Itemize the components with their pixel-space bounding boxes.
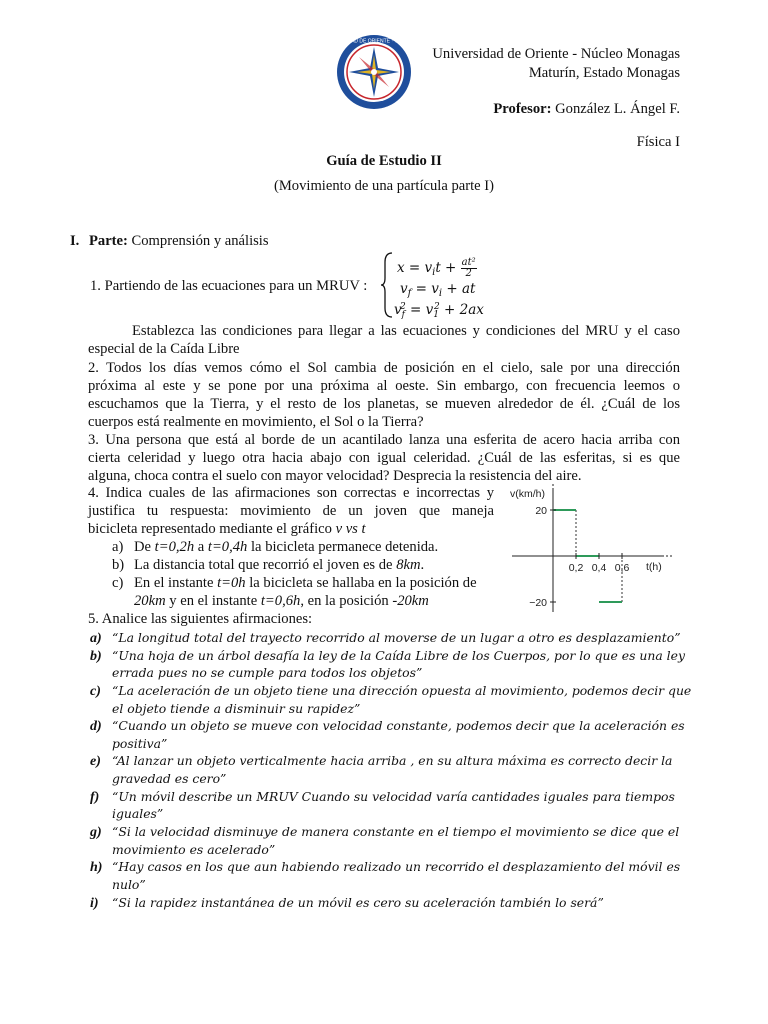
affirmation-text: nulo” [112,876,146,892]
affirmation-item [90,894,682,912]
affirmation-text: “Si la velocidad disminuye de manera constante en el tiempo el movimiento se dice que el [112,824,680,840]
course-name: Física I [636,134,680,150]
part-numeral: I. [70,233,80,249]
q2-line: cuerpos está realmente en movimiento, el Sol o la Tierra? [88,414,424,430]
affirmation-text: “Un móvil describe un MRUV Cuando su velocidad varía cantidades iguales para tiempos [112,788,675,804]
chart-xlabel: t(h) [646,561,662,573]
equation-position: $x = v_it$ + $\frac{\text{at²}}{2}$ [397,257,476,279]
affirmation-item [90,788,682,806]
affirmation-text: “Una hoja de un árbol desafía la ley de la Caída Libre de los Cuerpos, por lo que es una ley [112,647,685,663]
affirmation-item [90,752,682,770]
affirmation-item [90,858,682,876]
affirmation-text: positiva” [112,735,168,751]
affirmation-text: “La aceleración de un objeto tiene una dirección opuesta al movimiento, podemos decir que [112,682,692,698]
university-city: Maturín, Estado Monagas [528,65,680,81]
equation-brace [380,252,394,318]
q3-line: alguna, choca contra el suelo con mayor velocidad? Desprecia la resistencia del aire. [88,468,582,484]
affirmation-text: iguales” [112,806,164,822]
chart-y-tick-label: −20 [529,597,547,609]
professor-line [493,100,680,119]
page-subtitle: (Movimiento de una partícula parte I) [273,178,495,194]
velocity-time-chart [508,484,676,616]
affirmation-item-cont [90,664,682,682]
affirmation-item [90,629,682,647]
affirmation-item-cont [90,735,682,753]
q1-intro: 1. Partiendo de las ecuaciones para un MRUV : [90,278,368,294]
affirmation-label: h) [90,860,103,876]
university-name: Universidad de Oriente - Núcleo Monagas [432,46,680,62]
affirmation-text: gravedad es cero” [112,771,227,787]
chart-x-tick-label: 0,6 [614,562,630,574]
affirmation-item [90,717,685,735]
professor-name: González L. Ángel F. [555,101,680,117]
q2-line: escuchamos que la Tierra, y el resto de los planetas, se mueven alrededor de él. ¿Cuál de los [88,396,680,412]
q5-intro: 5. Analice las siguientes afirmaciones: [88,611,313,627]
affirmation-label: c) [90,683,101,699]
affirmation-item-cont [90,700,682,718]
chart-x-tick-label: 0,4 [591,562,607,574]
affirmation-text: “Cuando un objeto se mueve con velocidad constante, podemos decir que la aceleración es [112,718,685,734]
affirmation-item-cont [90,770,682,788]
q4-option-c: c) En el instante t=0h la bicicleta se hallaba en la posición de [112,575,477,591]
q4-option-b: b) La distancia total que recorrió el joven es de 8km. [112,557,425,573]
chart-ylabel: v(km/h) [510,488,545,500]
affirmation-item [90,823,682,841]
part-label: Parte: [88,233,128,249]
chart-y-tick-label: 20 [535,505,547,517]
professor-label: Profesor: [493,101,552,117]
page-title: Guía de Estudio II [326,153,442,169]
affirmation-label: e) [90,754,101,770]
q4-option-a: a) De t=0,2h a t=0,4h la bicicleta permanece detenida. [112,539,439,555]
university-seal-logo [323,33,425,111]
affirmation-text: “Al lanzar un objeto verticalmente hacia arriba , en su altura máxima es correcto decir la [112,753,673,769]
q3-line: 3. Una persona que está al borde de un acantilado lanza una esferita de acero hacia arriba con [88,432,680,448]
affirmation-text: “Hay casos en los que aun habiendo realizado un recorrido el desplazamiento del móvil es [112,859,681,875]
part-heading [70,233,269,250]
q4-line3: bicicleta representado mediante el gráfico v vs t [88,521,366,537]
seal-ring-text: UNIVERSIDAD DE ORIENTE · VENEZUELA [323,38,425,45]
q5-list [90,629,692,911]
affirmation-text: “Si la rapidez instantánea de un móvil es cero su aceleración también lo será” [112,894,604,910]
affirmation-label: f) [90,789,100,805]
q2-line: 2. Todos los días vemos cómo el Sol cambia de posición en el cielo, sale por una dirección [88,360,680,376]
affirmation-item-cont [90,841,682,859]
affirmation-item [90,682,692,700]
q4-line2: justifica tu respuesta: movimiento de un joven que maneja [88,503,494,519]
q1-text-line2: especial de la Caída Libre [88,341,240,357]
affirmation-item [90,647,685,665]
affirmation-label: b) [90,648,102,664]
part-text: Comprensión y análisis [131,233,269,249]
chart-x-tick-label: 0,2 [568,562,584,574]
q4-option-c-cont: 20km y en el instante t=0,6h, en la posición -20km [134,593,429,609]
equation-velocity: $v_f = v_i$ + at [400,281,476,299]
q4-line1: 4. Indica cuales de las afirmaciones son correctas e incorrectas y [88,485,494,501]
affirmation-text: movimiento es acelerado” [112,841,276,857]
q1-text-line1: Establezca las condiciones para llegar a las ecuaciones y condiciones del MRU y el caso [132,323,680,339]
equation-velocity-squared: $v_f^2 = v_1^2 + 2ax$ [394,302,484,320]
affirmation-label: a) [90,631,102,646]
affirmation-label: i) [90,895,99,911]
affirmation-text: errada pues no se cumple para todos los objetos” [112,665,423,681]
q2-line: próxima al este y se pone por una próxima al oeste. Sin embargo, con frecuencia leemos o [88,378,680,394]
affirmation-item-cont [90,876,682,894]
affirmation-item-cont [90,805,682,823]
affirmation-text: “La longitud total del trayecto recorrido al moverse de un lugar a otro es desplazamiento” [112,630,681,645]
affirmation-label: g) [90,825,102,841]
affirmation-label: d) [90,719,102,735]
affirmation-text: el objeto tiende a disminuir su rapidez” [112,700,361,716]
q3-line: cierta celeridad y luego otra hacia abajo con igual celeridad. ¿Cuál de las esferitas, si es que [88,450,680,466]
